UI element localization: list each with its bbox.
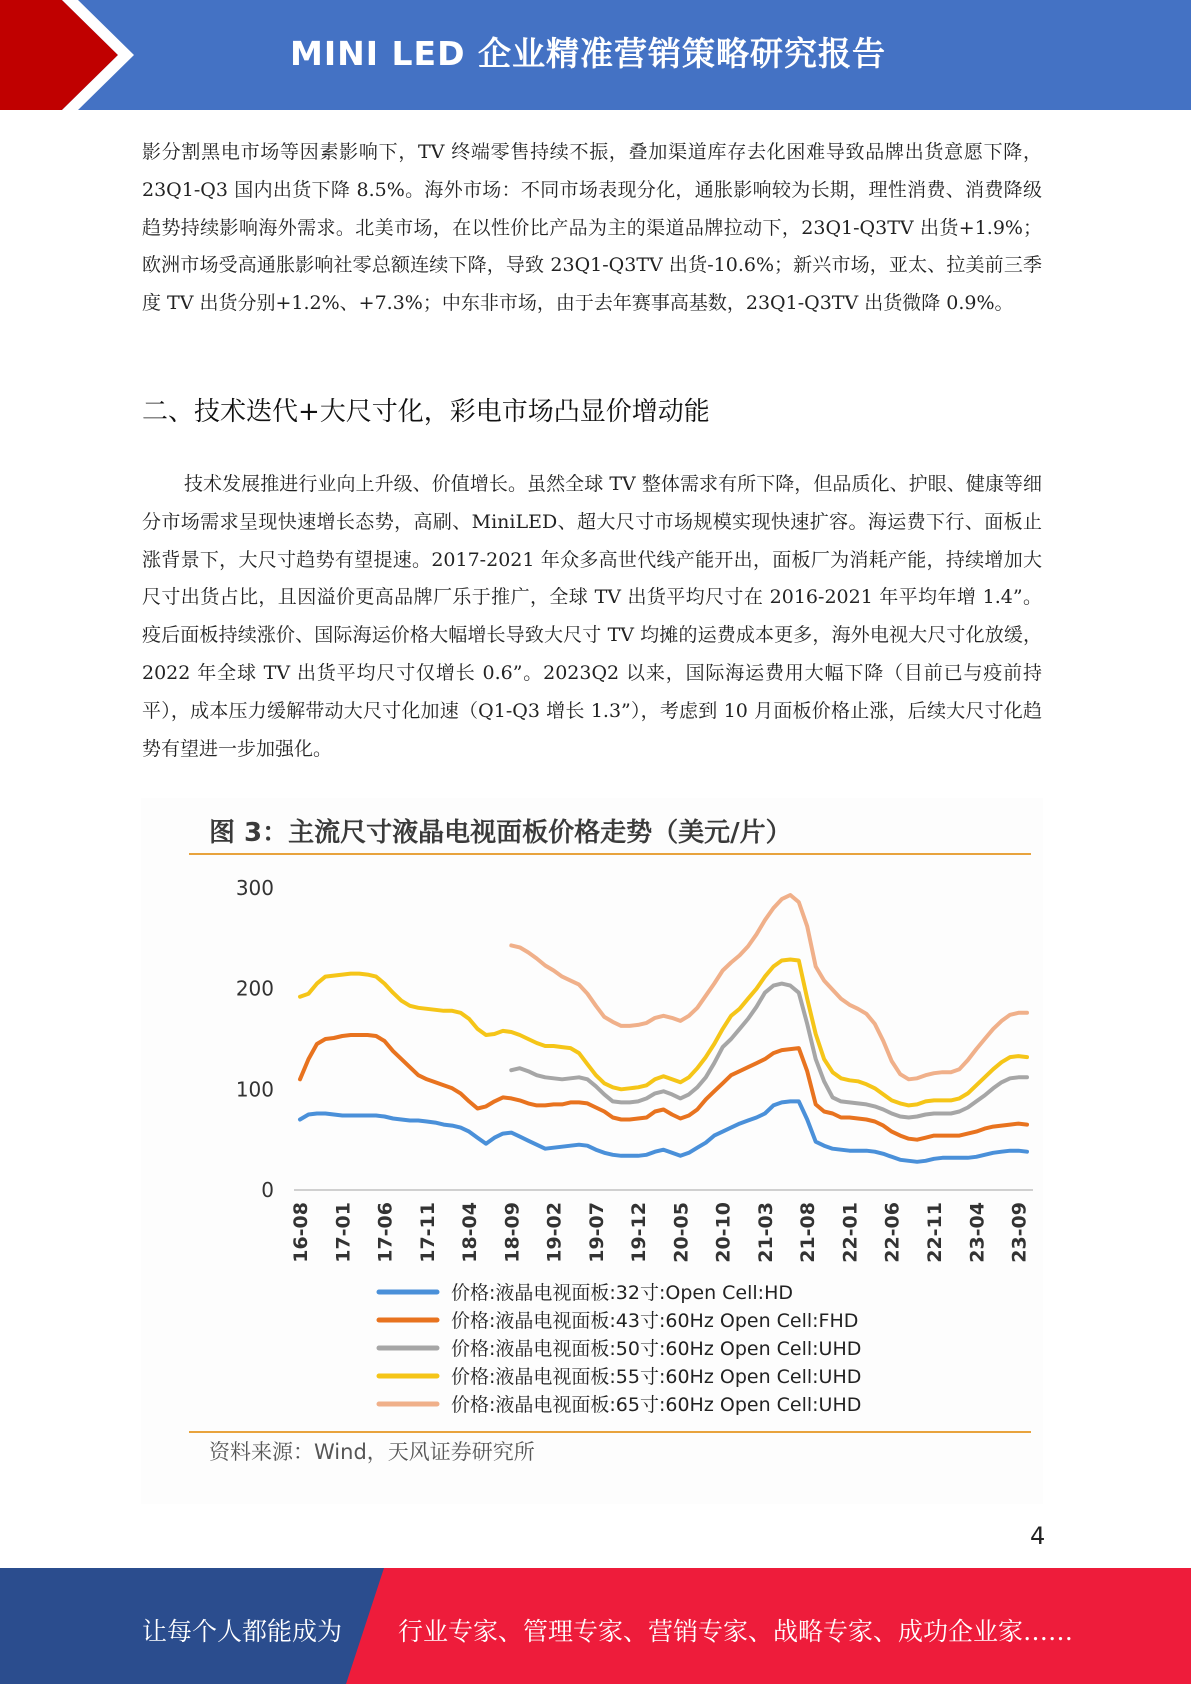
y-tick-label: 0 xyxy=(261,1178,274,1202)
price-trend-chart xyxy=(141,798,1043,1428)
x-tick-label: 16-08 xyxy=(290,1202,312,1263)
x-tick-label: 23-09 xyxy=(1008,1202,1031,1263)
report-title: MINI LED 企业精准营销策略研究报告 xyxy=(290,34,886,73)
x-tick-label: 17-01 xyxy=(332,1202,355,1263)
figure-3 xyxy=(141,798,1043,1504)
body-paragraph-1: 影分割黑电市场等因素影响下，TV 终端零售持续不振，叠加渠道库存去化困难导致品牌出货意愿下降，23Q1-Q3 国内出货下降 8.5%。海外市场：不同市场表现分化，通胀影响较为长期，理性消费、消费降级趋势持续影响海外需求。北美市场，在以性价比产品为主的渠道品牌拉动下，23Q1-Q3TV 出货+1.9%；欧洲市场受高通胀影响社零总额连续下降，导致 23Q1-Q3TV 出货-10.6%；新兴市场，亚太、拉美前三季度 TV 出货分别+1.2%、+7.3%；中东非市场，由于去年赛事高基数，23Q1-Q3TV 出货微降 0.9%。 xyxy=(142,141,1042,315)
footer-slogan-left: 让每个人都能成为 xyxy=(142,1617,343,1646)
series-line xyxy=(300,960,1027,1106)
y-tick-label: 100 xyxy=(235,1077,274,1102)
page-footer xyxy=(0,1568,1191,1684)
section-heading: 二、技术迭代+大尺寸化，彩电市场凸显价增动能 xyxy=(142,397,710,427)
x-tick-label: 22-01 xyxy=(839,1202,862,1263)
x-tick-label: 21-03 xyxy=(754,1202,777,1263)
legend-label: 价格:液晶电视面板:65寸:60Hz Open Cell:UHD xyxy=(451,1394,862,1416)
y-tick-label: 300 xyxy=(235,876,274,900)
legend-label: 价格:液晶电视面板:55寸:60Hz Open Cell:UHD xyxy=(451,1366,862,1388)
x-tick-label: 23-04 xyxy=(966,1202,989,1263)
y-tick-label: 200 xyxy=(235,976,274,1001)
figure-source: 资料来源：Wind，天风证券研究所 xyxy=(209,1440,535,1464)
x-tick-label: 18-04 xyxy=(459,1202,482,1263)
figure-title: 图 3：主流尺寸液晶电视面板价格走势（美元/片） xyxy=(209,818,792,848)
x-tick-label: 22-11 xyxy=(924,1202,947,1263)
x-tick-label: 17-06 xyxy=(374,1202,397,1263)
legend-label: 价格:液晶电视面板:43寸:60Hz Open Cell:FHD xyxy=(451,1310,859,1332)
x-tick-label: 20-05 xyxy=(670,1202,693,1263)
x-tick-label: 19-02 xyxy=(543,1202,566,1263)
header-arrow-decoration xyxy=(0,0,150,110)
series-line xyxy=(300,1035,1027,1140)
x-tick-label: 18-09 xyxy=(501,1202,524,1263)
x-tick-label: 19-12 xyxy=(628,1202,651,1263)
footer-slogan-right: 行业专家、管理专家、营销专家、战略专家、成功企业家…… xyxy=(398,1617,1074,1646)
body-paragraph-2: 技术发展推进行业向上升级、价值增长。虽然全球 TV 整体需求有所下降，但品质化、护眼、健康等细分市场需求呈现快速增长态势，高刷、MiniLED、超大尺寸市场规模实现快速扩容。海运费下行、面板止涨背景下，大尺寸趋势有望提速。2017-2021 年众多高世代线产能开出，面板厂为消耗产能，持续增加大尺寸出货占比，且因溢价更高品牌厂乐于推广，全球 TV 出货平均尺寸在 2016-2021 年平均年增 1.4”。疫后面板持续涨价、国际海运价格大幅增长导致大尺寸 TV 均摊的运费成本更多，海外电视大尺寸化放缓，2022 年全球 TV 出货平均尺寸仅增长 0.6”。2023Q2 以来，国际海运费用大幅下降（目前已与疫前持平），成本压力缓解带动大尺寸化加速（Q1-Q3 增长 1.3”），考虑到 10 月面板价格止涨，后续大尺寸化趋势有望进一步加强化。 xyxy=(142,473,1042,760)
x-tick-label: 22-06 xyxy=(881,1202,904,1263)
legend-label: 价格:液晶电视面板:32寸:Open Cell:HD xyxy=(451,1282,794,1304)
x-tick-label: 17-11 xyxy=(416,1202,439,1263)
series-line xyxy=(511,984,1027,1118)
x-tick-label: 19-07 xyxy=(585,1202,608,1263)
page-number: 4 xyxy=(1030,1522,1046,1550)
page-header xyxy=(0,0,1191,110)
legend-label: 价格:液晶电视面板:50寸:60Hz Open Cell:UHD xyxy=(451,1338,862,1360)
x-tick-label: 20-10 xyxy=(712,1202,735,1263)
x-tick-label: 21-08 xyxy=(797,1202,820,1263)
figure-bottom-rule xyxy=(189,1431,1031,1433)
